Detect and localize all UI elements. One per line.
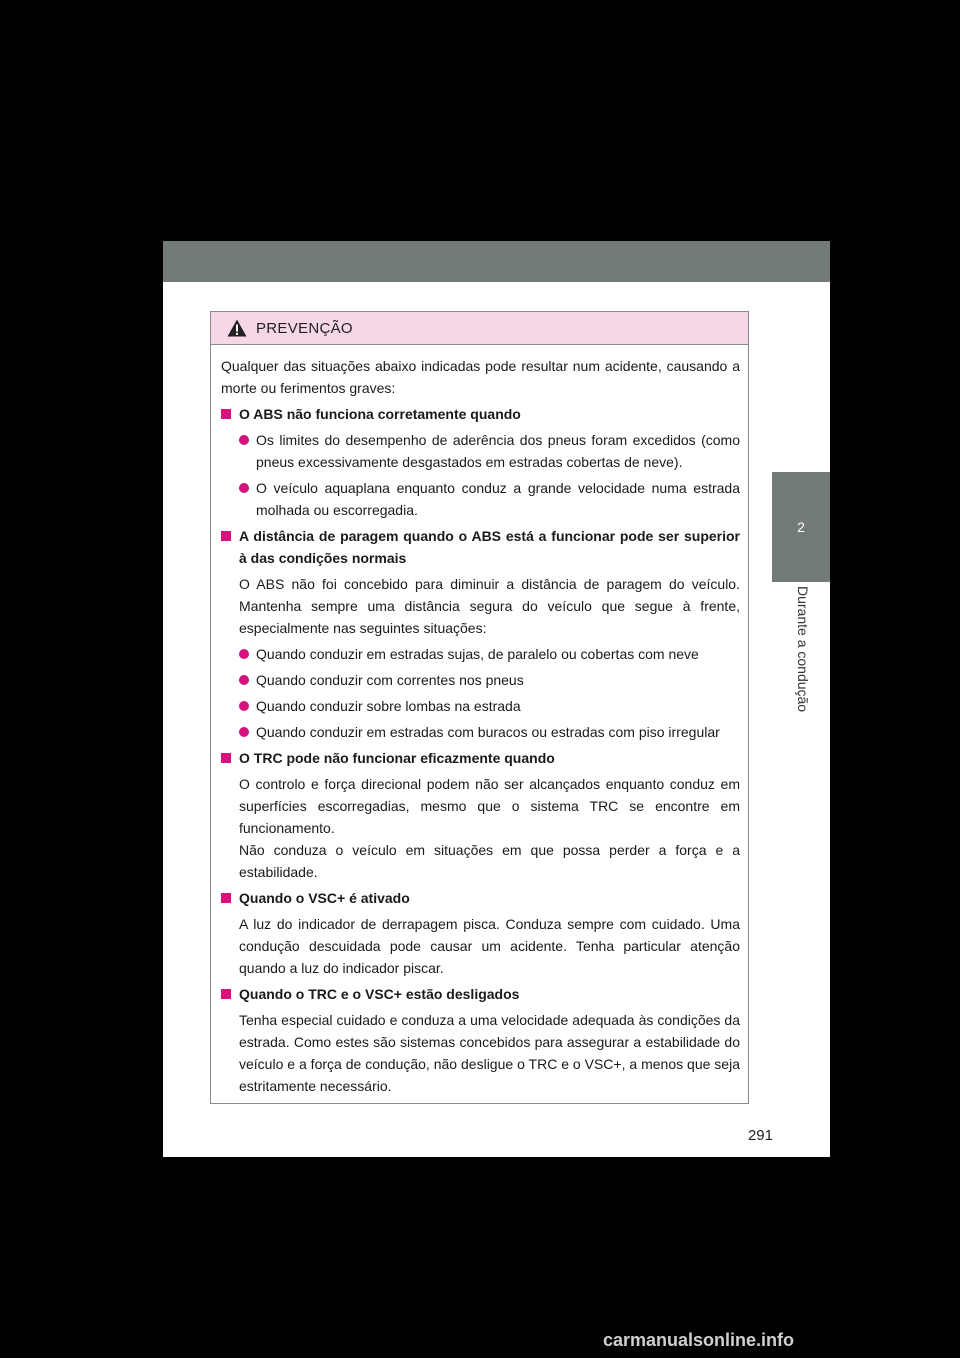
section-abs-not-working bbox=[221, 403, 740, 521]
list-item: Os limites do desempenho de aderência dos pneus foram excedidos (como pneus excessivamente desgastados em estradas cobertas de neve). bbox=[221, 429, 740, 473]
watermark: carmanualsonline.info bbox=[603, 1330, 795, 1350]
section-heading: O ABS não funciona corretamente quando bbox=[239, 406, 521, 422]
section-heading: Quando o VSC+ é ativado bbox=[239, 890, 410, 906]
round-bullet-icon bbox=[239, 675, 249, 685]
section-body: O ABS não foi concebido para diminuir a distância de paragem do veículo. Mantenha sempre uma distância segura do veículo que segue à frente, especialmente nas seguintes situações: bbox=[239, 576, 740, 636]
warning-header bbox=[211, 312, 748, 345]
round-bullet-icon bbox=[239, 649, 249, 659]
round-bullet-icon bbox=[239, 727, 249, 737]
chapter-number: 2 bbox=[797, 519, 805, 535]
section-body: Tenha especial cuidado e conduza a uma velocidade adequada às condições da estrada. Como estes são sistemas concebidos para assegurar a estabilidade do veículo e a força de condução, não desligue o TRC e o VSC+, a menos que seja estritamente necessário. bbox=[239, 1012, 740, 1094]
round-bullet-icon bbox=[239, 435, 249, 445]
warning-body bbox=[211, 345, 748, 1097]
section-heading: Quando o TRC e o VSC+ estão desligados bbox=[239, 986, 520, 1002]
section-heading: O TRC pode não funcionar eficazmente quando bbox=[239, 750, 555, 766]
warning-triangle-icon bbox=[227, 319, 247, 337]
section-trc bbox=[221, 747, 740, 883]
section-body: Não conduza o veículo em situações em que possa perder a força e a estabilidade. bbox=[239, 842, 740, 880]
section-abs-stopping-distance bbox=[221, 525, 740, 743]
section-body: A luz do indicador de derrapagem pisca. Conduza sempre com cuidado. Uma condução descuidada pode causar um acidente. Tenha particular atenção quando a luz do indicador piscar. bbox=[239, 916, 740, 976]
list-item: Quando conduzir com correntes nos pneus bbox=[221, 669, 740, 691]
list-item: O veículo aquaplana enquanto conduz a grande velocidade numa estrada molhada ou escorregadia. bbox=[221, 477, 740, 521]
warning-box bbox=[210, 311, 749, 1104]
round-bullet-icon bbox=[239, 483, 249, 493]
chapter-label bbox=[793, 586, 813, 836]
section-vsc-activated bbox=[221, 887, 740, 979]
manual-page bbox=[163, 241, 830, 1157]
section-body: O controlo e força direcional podem não ser alcançados enquanto conduz em superfícies escorregadias, mesmo que o sistema TRC se encontre em funcionamento. bbox=[239, 776, 740, 836]
square-bullet-icon bbox=[221, 531, 231, 541]
section-trc-vsc-off bbox=[221, 983, 740, 1097]
chapter-tab bbox=[772, 472, 830, 582]
square-bullet-icon bbox=[221, 989, 231, 999]
warning-title: PREVENÇÃO bbox=[256, 319, 353, 337]
warning-intro: Qualquer das situações abaixo indicadas pode resultar num acidente, causando a morte ou ferimentos graves: bbox=[221, 358, 740, 396]
section-heading: A distância de paragem quando o ABS está a funcionar pode ser superior à das condições normais bbox=[239, 528, 740, 566]
square-bullet-icon bbox=[221, 753, 231, 763]
square-bullet-icon bbox=[221, 893, 231, 903]
square-bullet-icon bbox=[221, 409, 231, 419]
list-item: Quando conduzir em estradas com buracos ou estradas com piso irregular bbox=[221, 721, 740, 743]
round-bullet-icon bbox=[239, 701, 249, 711]
list-item: Quando conduzir sobre lombas na estrada bbox=[221, 695, 740, 717]
page-header-bar bbox=[163, 241, 830, 282]
list-item: Quando conduzir em estradas sujas, de paralelo ou cobertas com neve bbox=[221, 643, 740, 665]
page-number: 291 bbox=[747, 1127, 773, 1144]
chapter-title: Durante a condução bbox=[795, 586, 811, 713]
